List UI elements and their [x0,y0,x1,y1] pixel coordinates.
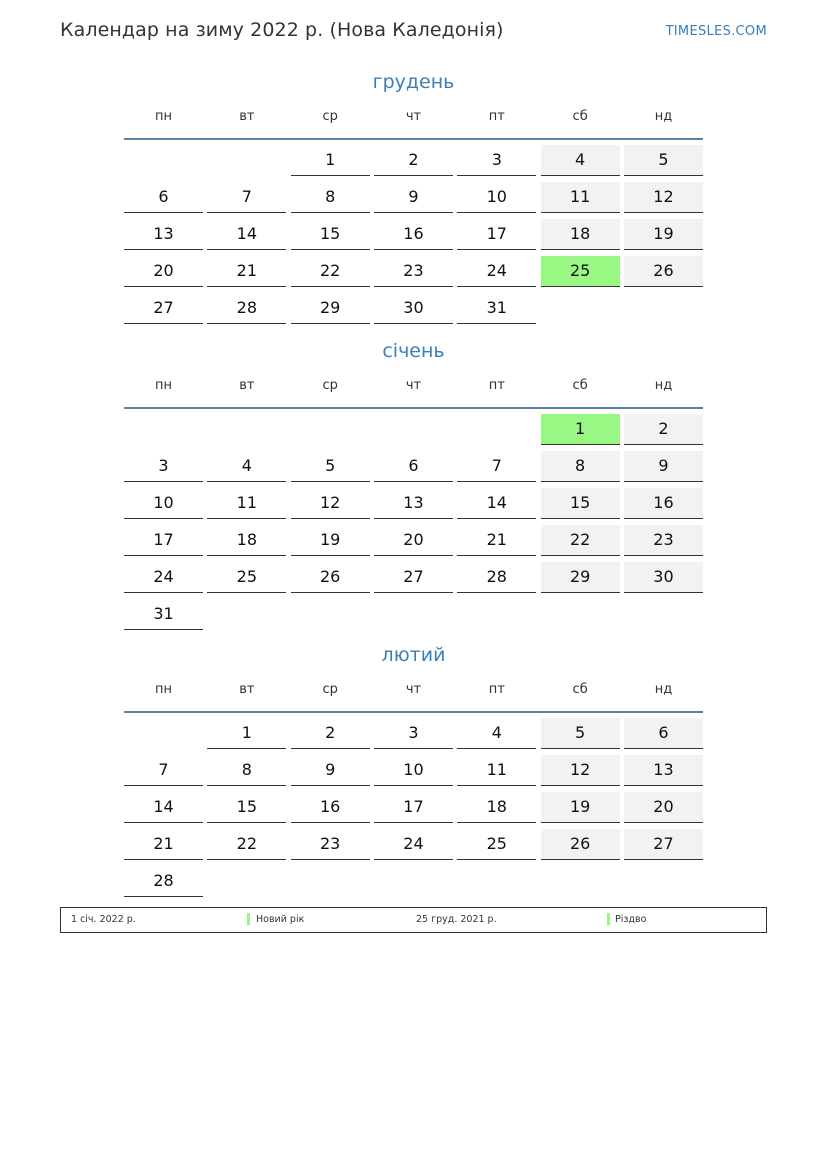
day-cell: 15 [291,219,370,250]
day-cell: 6 [124,182,203,213]
weekend-day-cell: 12 [541,755,620,786]
day-cell: 4 [457,718,536,749]
empty-cell [374,414,453,444]
day-cell: 9 [374,182,453,213]
month-february [124,641,703,897]
day-cell: 21 [124,829,203,860]
day-cell: 10 [374,755,453,786]
weekday-header [124,669,703,713]
weekend-day-cell: 19 [541,792,620,823]
weekday-label: чт [405,682,422,697]
weekday-header [124,96,703,140]
holiday-legend [60,907,767,933]
month-title: лютий [381,644,446,666]
weekday-label: нд [654,682,673,697]
weekday-label: пт [488,682,505,697]
day-cell: 20 [374,525,453,556]
empty-cell [124,414,203,444]
weekday-label: сб [572,682,588,697]
weekend-day-cell: 23 [624,525,703,556]
empty-cell [291,414,370,444]
day-cell: 27 [374,562,453,593]
day-cell: 25 [457,829,536,860]
weekend-day-cell: 26 [624,256,703,287]
month-title: грудень [372,71,455,93]
day-cell: 18 [207,525,286,556]
day-cell: 7 [124,755,203,786]
weekday-label: ср [322,378,338,393]
day-cell: 14 [457,488,536,519]
weekend-day-cell: 22 [541,525,620,556]
page-title: Календар на зиму 2022 р. (Нова Каледонія) [60,19,504,41]
weekend-day-cell: 29 [541,562,620,593]
day-grid [124,718,703,897]
weekday-label: пн [155,109,172,124]
day-cell: 30 [374,293,453,324]
weekend-day-cell: 5 [541,718,620,749]
weekday-label: нд [654,109,673,124]
day-cell: 8 [207,755,286,786]
day-cell: 1 [207,718,286,749]
day-cell: 12 [291,488,370,519]
day-cell: 13 [124,219,203,250]
day-cell: 7 [457,451,536,482]
month-january [124,337,703,630]
weekend-day-cell: 16 [624,488,703,519]
day-cell: 8 [291,182,370,213]
weekday-label: вт [239,378,255,393]
day-cell: 10 [124,488,203,519]
empty-cell [207,414,286,444]
legend-holiday-name: Різдво [615,914,647,925]
day-cell: 31 [457,293,536,324]
day-cell: 18 [457,792,536,823]
day-cell: 17 [457,219,536,250]
weekday-label: сб [572,378,588,393]
weekend-day-cell: 27 [624,829,703,860]
day-cell: 11 [207,488,286,519]
day-cell: 17 [374,792,453,823]
day-cell: 24 [124,562,203,593]
weekend-day-cell: 8 [541,451,620,482]
day-cell: 24 [457,256,536,287]
weekday-label: ср [322,109,338,124]
weekend-day-cell: 5 [624,145,703,176]
weekend-day-cell: 9 [624,451,703,482]
day-cell: 23 [374,256,453,287]
holiday-day-cell: 1 [541,414,620,445]
day-cell: 19 [291,525,370,556]
day-cell: 2 [291,718,370,749]
day-cell: 13 [374,488,453,519]
weekend-day-cell: 2 [624,414,703,445]
legend-date: 1 січ. 2022 р. [71,914,136,925]
day-cell: 22 [207,829,286,860]
legend-holiday-name: Новий рік [256,914,305,925]
day-cell: 26 [291,562,370,593]
day-cell: 9 [291,755,370,786]
holiday-day-cell: 25 [541,256,620,287]
day-cell: 3 [374,718,453,749]
empty-cell [124,145,203,175]
day-cell: 27 [124,293,203,324]
day-cell: 16 [374,219,453,250]
weekday-header [124,365,703,409]
weekday-label: вт [239,682,255,697]
day-cell: 21 [207,256,286,287]
weekend-day-cell: 30 [624,562,703,593]
day-cell: 28 [124,866,203,897]
day-cell: 16 [291,792,370,823]
day-cell: 31 [124,599,203,630]
holiday-color-swatch [607,913,610,925]
day-cell: 11 [457,755,536,786]
day-cell: 24 [374,829,453,860]
empty-cell [457,414,536,444]
day-cell: 28 [457,562,536,593]
weekday-label: сб [572,109,588,124]
day-cell: 15 [207,792,286,823]
day-cell: 17 [124,525,203,556]
weekend-day-cell: 19 [624,219,703,250]
day-cell: 6 [374,451,453,482]
weekend-day-cell: 26 [541,829,620,860]
day-cell: 1 [291,145,370,176]
weekend-day-cell: 4 [541,145,620,176]
weekday-label: вт [239,109,255,124]
weekend-day-cell: 12 [624,182,703,213]
brand-link[interactable]: TIMESLES.COM [665,24,767,39]
day-cell: 21 [457,525,536,556]
day-cell: 28 [207,293,286,324]
day-cell: 2 [374,145,453,176]
day-cell: 3 [457,145,536,176]
empty-cell [207,145,286,175]
weekday-label: пт [488,109,505,124]
weekday-label: нд [654,378,673,393]
weekend-day-cell: 6 [624,718,703,749]
day-cell: 23 [291,829,370,860]
empty-cell [124,718,203,748]
day-cell: 14 [124,792,203,823]
weekday-label: пн [155,378,172,393]
weekend-day-cell: 15 [541,488,620,519]
day-cell: 3 [124,451,203,482]
day-cell: 14 [207,219,286,250]
weekday-label: чт [405,109,422,124]
weekend-day-cell: 20 [624,792,703,823]
day-cell: 7 [207,182,286,213]
month-title: січень [382,340,445,362]
day-cell: 20 [124,256,203,287]
weekend-day-cell: 18 [541,219,620,250]
weekday-label: ср [322,682,338,697]
weekday-label: чт [405,378,422,393]
day-cell: 29 [291,293,370,324]
day-cell: 10 [457,182,536,213]
day-cell: 5 [291,451,370,482]
weekday-label: пн [155,682,172,697]
weekend-day-cell: 13 [624,755,703,786]
day-grid [124,145,703,324]
day-grid [124,414,703,630]
month-december [124,68,703,324]
holiday-color-swatch [247,913,250,925]
weekday-label: пт [488,378,505,393]
weekend-day-cell: 11 [541,182,620,213]
day-cell: 25 [207,562,286,593]
day-cell: 4 [207,451,286,482]
legend-date: 25 груд. 2021 р. [416,914,497,925]
day-cell: 22 [291,256,370,287]
